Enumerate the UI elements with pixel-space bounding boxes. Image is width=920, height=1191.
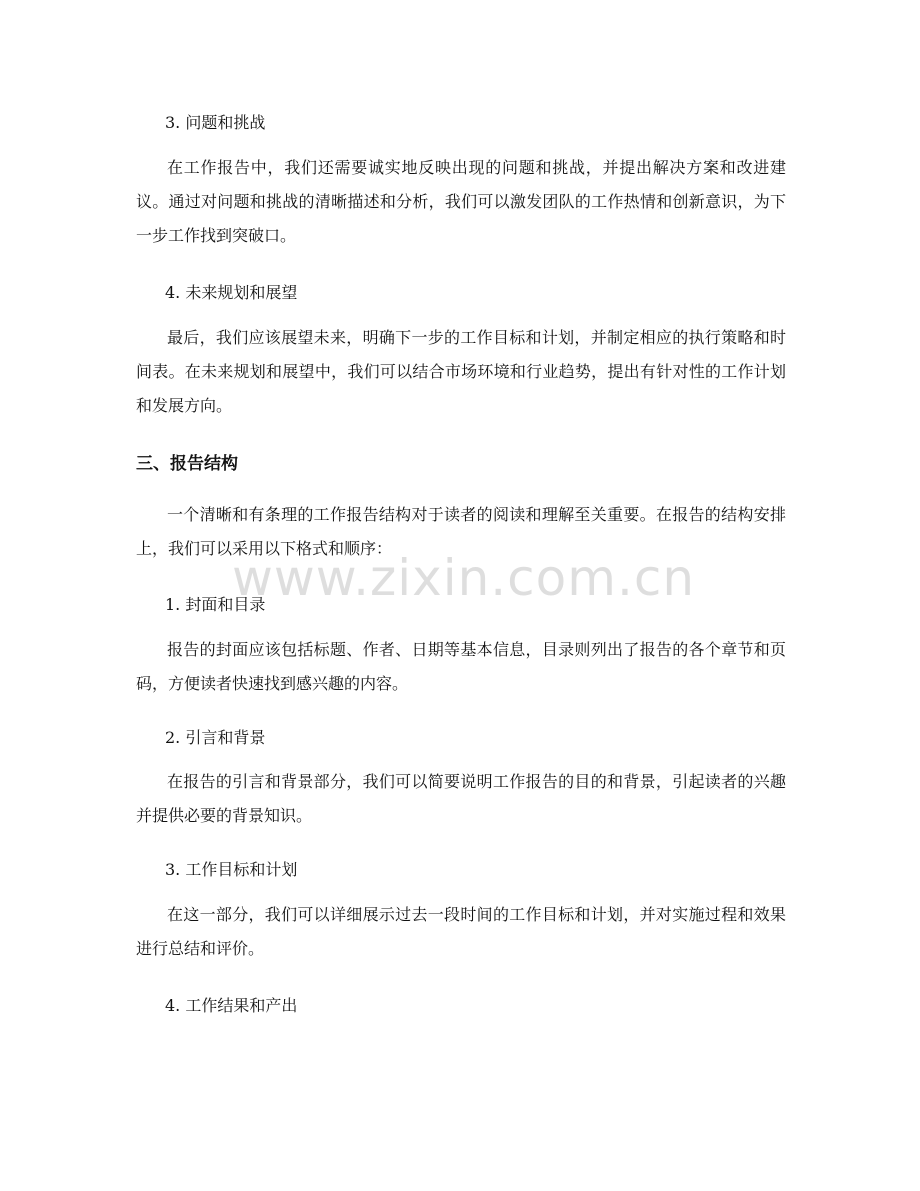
subheading-future-planning: 4. 未来规划和展望 [165, 283, 298, 302]
paragraph-cover-toc: 报告的封面应该包括标题、作者、日期等基本信息，目录则列出了报告的各个章节和页码，方便读者快速找到感兴趣的内容。 [136, 640, 786, 693]
paragraph-goals-plans: 在这一部分，我们可以详细展示过去一段时间的工作目标和计划，并对实施过程和效果进行总结和评价。 [136, 905, 786, 958]
section-heading-report-structure: 三、报告结构 [136, 454, 238, 474]
paragraph-structure-intro: 一个清晰和有条理的工作报告结构对于读者的阅读和理解至关重要。在报告的结构安排上，我们可以采用以下格式和顺序： [136, 505, 786, 558]
subheading-goals-plans: 3. 工作目标和计划 [165, 860, 298, 879]
subheading-problems-challenges: 3. 问题和挑战 [165, 113, 266, 132]
paragraph-future-planning: 最后，我们应该展望未来，明确下一步的工作目标和计划，并制定相应的执行策略和时间表。在未来规划和展望中，我们可以结合市场环境和行业趋势，提出有针对性的工作计划和发展方向。 [136, 328, 786, 415]
subheading-results-output: 4. 工作结果和产出 [165, 996, 298, 1015]
watermark-text: www.zixin.com.cn [232, 549, 696, 607]
subheading-cover-toc: 1. 封面和目录 [165, 595, 266, 614]
subheading-intro-background: 2. 引言和背景 [165, 728, 266, 747]
paragraph-problems-challenges: 在工作报告中，我们还需要诚实地反映出现的问题和挑战，并提出解决方案和改进建议。通过对问题和挑战的清晰描述和分析，我们可以激发团队的工作热情和创新意识，为下一步工作找到突破口。 [136, 158, 786, 245]
paragraph-intro-background: 在报告的引言和背景部分，我们可以简要说明工作报告的目的和背景，引起读者的兴趣并提供必要的背景知识。 [136, 772, 786, 825]
